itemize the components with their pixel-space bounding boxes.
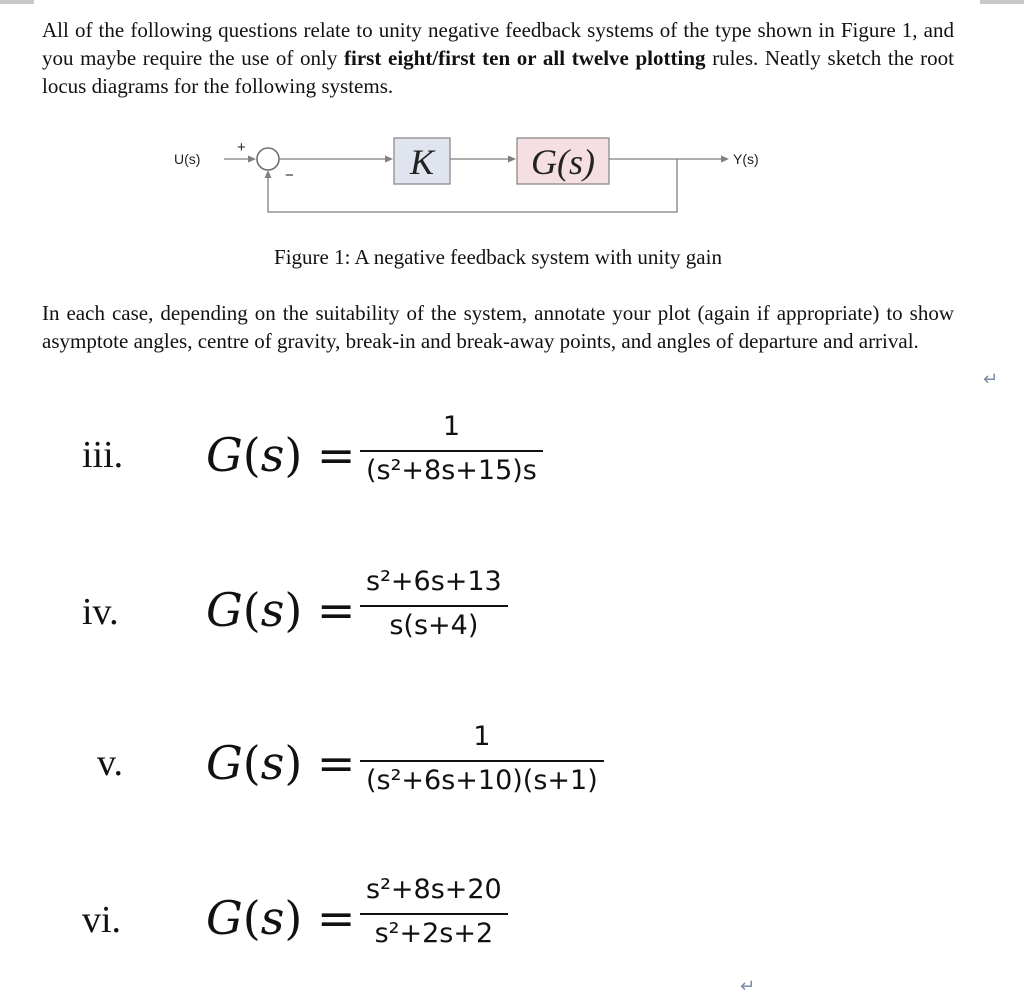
block-diagram: [160, 130, 800, 230]
equation-lhs: G(s) =: [206, 736, 356, 790]
plant-arrowhead: [508, 156, 516, 163]
denominator: s(s+4): [389, 610, 479, 641]
function-symbol: G: [206, 428, 243, 482]
plus-sign: +: [237, 139, 246, 156]
function-symbol: G: [206, 736, 243, 790]
equation-label: v.: [97, 742, 124, 784]
numerator: 1: [473, 721, 491, 752]
feedback-path: [268, 159, 677, 212]
equation-fraction: [360, 873, 508, 951]
plant-block-label: G(s): [531, 142, 595, 182]
equation-label: iii.: [82, 434, 124, 476]
equation-iii: [0, 410, 1024, 510]
gain-arrowhead: [385, 156, 393, 163]
input-label: U(s): [174, 151, 201, 167]
intro-text-part2: rules. Neatly sketch the root locus diagrams for the following systems.: [42, 46, 954, 98]
denominator: (s²+6s+10)(s+1): [366, 765, 598, 796]
equation-iv: [0, 565, 1024, 665]
function-symbol: G: [206, 891, 243, 945]
equation-lhs: G(s) =: [206, 891, 356, 945]
function-symbol: G: [206, 583, 243, 637]
figure-caption: Figure 1: A negative feedback system with unity gain: [274, 245, 722, 269]
page-corner-right: [980, 0, 1024, 4]
equation-vi: [0, 873, 1024, 973]
variable-symbol: s: [260, 583, 285, 637]
summing-junction: [257, 148, 279, 170]
numerator: s²+6s+13: [366, 566, 502, 597]
intro-paragraph: [42, 16, 954, 100]
feedback-arrowhead: [265, 170, 272, 178]
page-corner-left: [0, 0, 34, 4]
variable-symbol: s: [260, 736, 285, 790]
equation-fraction: [360, 565, 508, 643]
input-arrowhead: [248, 156, 256, 163]
equation-fraction: [360, 720, 604, 798]
equation-lhs: G(s) =: [206, 583, 356, 637]
variable-symbol: s: [260, 428, 285, 482]
variable-symbol: s: [260, 891, 285, 945]
instructions-paragraph: In each case, depending on the suitability of the system, annotate your plot (again if appropriate) to show asymptote angles, centre of gravity, break-in and break-away points, and angles of departure and arrival.: [42, 301, 954, 353]
numerator: s²+8s+20: [366, 874, 502, 905]
output-arrowhead: [721, 156, 729, 163]
paragraph-return-icon: ↵: [983, 369, 999, 390]
gain-block-label: K: [409, 142, 435, 182]
intro-bold-text: first eight/first ten or all twelve plotting: [344, 46, 706, 70]
equation-v: [0, 720, 1024, 820]
numerator: 1: [442, 411, 461, 442]
output-label: Y(s): [733, 151, 759, 167]
equation-lhs: G(s) =: [206, 428, 356, 482]
denominator: (s²+8s+15)s: [366, 455, 537, 486]
paragraph-return-icon: ↵: [740, 976, 756, 997]
equation-label: vi.: [82, 899, 122, 941]
denominator: s²+2s+2: [374, 918, 494, 949]
equation-label: iv.: [82, 591, 119, 633]
minus-sign: −: [285, 167, 294, 184]
equation-fraction: [360, 410, 543, 488]
intro-text-part1: All of the following questions relate to unity negative feedback systems of the type shown in Figure 1, and you maybe require the use of only: [42, 18, 954, 70]
